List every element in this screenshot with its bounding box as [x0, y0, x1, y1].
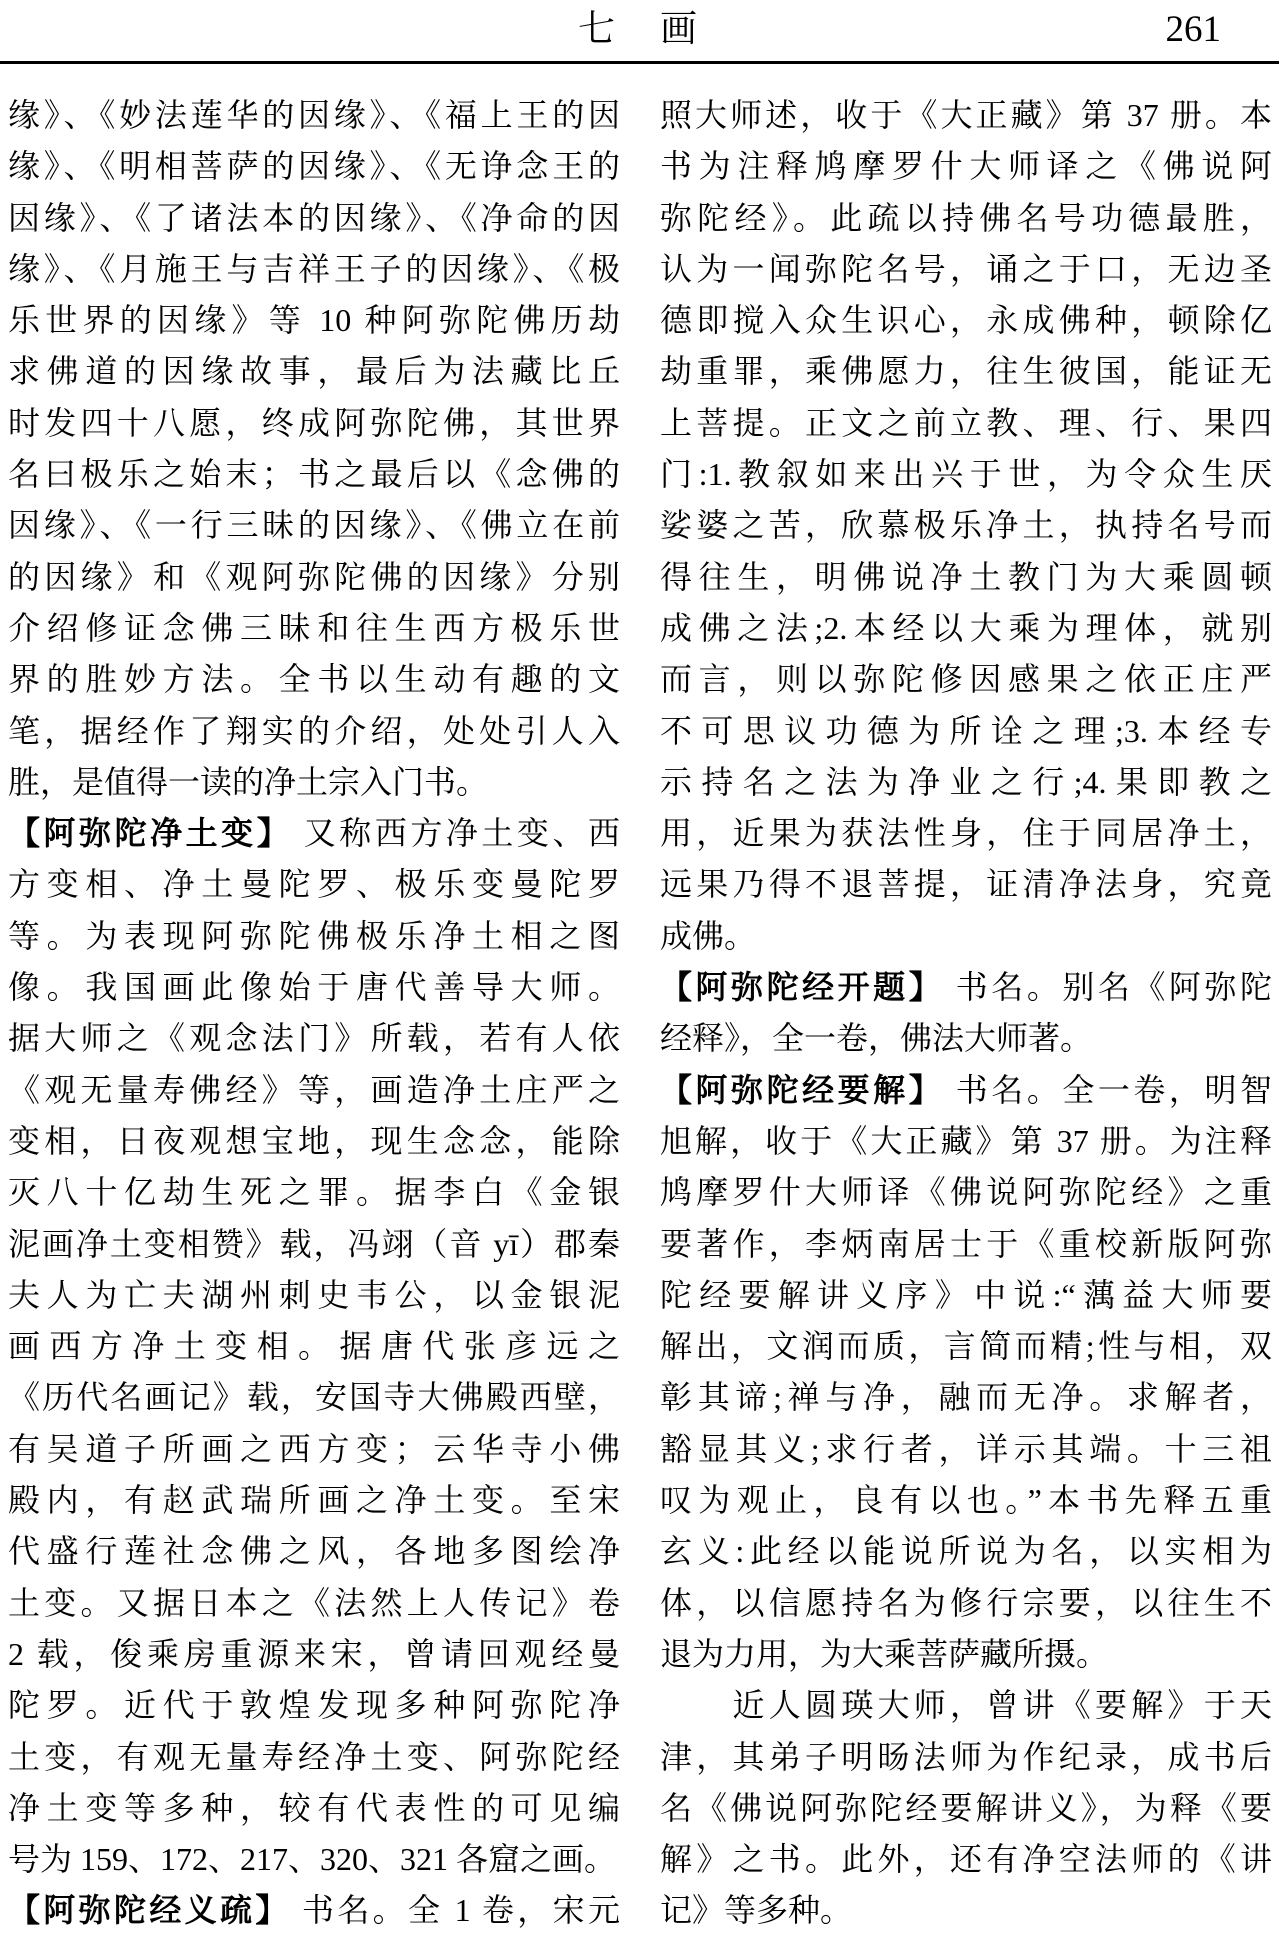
- text-line: 而言，则以弥陀修因感果之依正庄严: [660, 661, 1272, 698]
- text-line: 彰其谛;禅与净，融而无净。求解者，: [660, 1379, 1272, 1416]
- text-line: 弥陀经》。此疏以持佛名号功德最胜，: [660, 199, 1272, 236]
- text-line: 胜，是值得一读的净土宗入门书。: [8, 763, 489, 800]
- text-line: 退为力用，为大乘菩萨藏所摄。: [660, 1635, 1109, 1672]
- text-line: 认为一闻弥陀名号，诵之于口，无边圣: [660, 250, 1272, 287]
- text-line: 远果乃得不退菩提，证清净法身，究竟: [660, 866, 1272, 903]
- text-line: 时发四十八愿，终成阿弥陀佛，其世界: [8, 404, 620, 441]
- text-line: 据大师之《观念法门》所载，若有人依: [8, 1020, 620, 1057]
- text-line: 求佛道的因缘故事，最后为法藏比丘: [8, 353, 620, 390]
- text-line: 画西方净土变相。据唐代张彦远之: [8, 1328, 620, 1365]
- text-line: 示持名之法为净业之行;4.果即教之: [660, 763, 1272, 800]
- text-line: 乐世界的因缘》等 10 种阿弥陀佛历劫: [8, 302, 620, 339]
- text-line: 旭解，收于《大正藏》第 37 册。为注释: [660, 1122, 1272, 1159]
- header-rule: [0, 61, 1279, 64]
- text-line: 津，其弟子明旸法师为作纪录，成书后: [660, 1738, 1272, 1775]
- text-columns: [8, 90, 1272, 1937]
- text-line: 照大师述，收于《大正藏》第 37 册。本: [660, 97, 1272, 133]
- section-title: 七 画: [578, 9, 701, 50]
- text-line: 《观无量寿佛经》等，画造净土庄严之: [8, 1071, 620, 1108]
- text-line: 方变相、净土曼陀罗、极乐变曼陀罗: [8, 866, 620, 903]
- text-line: 等。为表现阿弥陀佛极乐净土相之图: [8, 917, 620, 954]
- text-line: 陀经要解讲义序》中说:“蕅益大师要: [660, 1276, 1272, 1313]
- text-line: 【阿弥陀净土变】 又称西方净土变、西: [8, 815, 620, 852]
- text-line: 鸠摩罗什大师译《佛说阿弥陀经》之重: [660, 1174, 1272, 1211]
- text-line: 解出，文润而质，言简而精;性与相，双: [660, 1328, 1272, 1365]
- text-line: 殿内，有赵武瑞所画之净土变。至宋: [8, 1482, 620, 1519]
- text-line: 玄义:此经以能说所说为名，以实相为: [660, 1533, 1272, 1570]
- text-line: 夫人为亡夫湖州刺史韦公，以金银泥: [8, 1276, 620, 1313]
- text-line: 变相，日夜观想宝地，现生念念，能除: [8, 1122, 620, 1159]
- page-number: 261: [1165, 9, 1221, 50]
- text-line: 的因缘》和《观阿弥陀佛的因缘》分别: [8, 558, 620, 595]
- text-line: 陀罗。近代于敦煌发现多种阿弥陀净: [8, 1687, 620, 1724]
- text-line: 土变。又据日本之《法然上人传记》卷: [8, 1584, 620, 1621]
- entry-headword: 【阿弥陀净土变】: [8, 815, 293, 852]
- text-line: 门:1.教叙如来出兴于世，为令众生厌: [660, 456, 1272, 493]
- text-line: 因缘》、《一行三昧的因缘》、《佛立在前: [8, 507, 620, 544]
- text-line: 代盛行莲社念佛之风，各地多图绘净: [8, 1533, 620, 1570]
- text-line: 净土变等多种，较有代表性的可见编: [8, 1789, 620, 1826]
- text-line: 缘》、《明相菩萨的因缘》、《无诤念王的: [8, 148, 620, 185]
- text-line: 缘》、《月施王与吉祥王子的因缘》、《极: [8, 250, 620, 287]
- text-line: 界的胜妙方法。全书以生动有趣的文: [8, 661, 620, 698]
- text-line: 得往生，明佛说净土教门为大乘圆顿: [660, 558, 1272, 595]
- text-line: 有吴道子所画之西方变；云华寺小佛: [8, 1430, 620, 1467]
- entry-headword: 【阿弥陀经义疏】: [8, 1892, 291, 1929]
- right-column: [660, 90, 1272, 1937]
- text-line: 土变，有观无量寿经净土变、阿弥陀经: [8, 1738, 620, 1775]
- text-line: 号为 159、172、217、320、321 各窟之画。: [8, 1841, 617, 1878]
- text-line: 书为注释鸠摩罗什大师译之《佛说阿: [660, 148, 1272, 185]
- text-line: 体，以信愿持名为修行宗要，以往生不: [660, 1584, 1272, 1621]
- text-line: 因缘》、《了诸法本的因缘》、《净命的因: [8, 199, 620, 236]
- entry-headword: 【阿弥陀经要解】: [660, 1071, 945, 1108]
- text-line: 娑婆之苦，欣慕极乐净土，执持名号而: [660, 507, 1272, 544]
- text-line: 用，近果为获法性身，住于同居净土，: [660, 815, 1272, 852]
- text-line: 要著作，李炳南居士于《重校新版阿弥: [660, 1225, 1272, 1262]
- text-line: 像。我国画此像始于唐代善导大师。: [8, 969, 620, 1006]
- text-line: 【阿弥陀经义疏】 书名。全 1 卷，宋元: [8, 1892, 620, 1929]
- text-line: 成佛之法;2.本经以大乘为理体，就别: [660, 609, 1272, 646]
- text-line: 上菩提。正文之前立教、理、行、果四: [660, 404, 1272, 441]
- text-line: 灭八十亿劫生死之罪。据李白《金银: [8, 1174, 620, 1211]
- text-line: 经释》，全一卷，佛法大师著。: [660, 1020, 1093, 1057]
- text-line: 成佛。: [660, 917, 757, 954]
- text-line: 记》等多种。: [660, 1892, 853, 1929]
- text-line: 《历代名画记》载，安国寺大佛殿西壁，: [8, 1379, 620, 1416]
- text-line: 泥画净土变相赞》载，冯翊（音 yī）郡秦: [8, 1225, 620, 1262]
- text-line: 【阿弥陀经要解】 书名。全一卷，明智: [660, 1071, 1272, 1108]
- text-line: 名曰极乐之始末；书之最后以《念佛的: [8, 456, 620, 493]
- text-line: 【阿弥陀经开题】 书名。别名《阿弥陀: [660, 969, 1272, 1006]
- text-line: 笔，据经作了翔实的介绍，处处引人入: [8, 712, 620, 749]
- text-line: 豁显其义;求行者，详示其端。十三祖: [660, 1430, 1272, 1467]
- left-column: [8, 90, 620, 1937]
- text-line: 缘》、《妙法莲华的因缘》、《福上王的因: [8, 97, 620, 133]
- text-line: 近人圆瑛大师，曾讲《要解》于天: [660, 1687, 1272, 1724]
- text-line: 解》之书。此外，还有净空法师的《讲: [660, 1841, 1272, 1878]
- text-line: 介绍修证念佛三昧和往生西方极乐世: [8, 609, 620, 646]
- text-line: 叹为观止，良有以也。”本书先释五重: [660, 1482, 1272, 1519]
- text-line: 名《佛说阿弥陀经要解讲义》，为释《要: [660, 1789, 1272, 1826]
- text-line: 2 载，俊乘房重源来宋，曾请回观经曼: [8, 1635, 620, 1672]
- text-line: 不可思议功德为所诠之理;3.本经专: [660, 712, 1272, 749]
- entry-headword: 【阿弥陀经开题】: [660, 969, 945, 1006]
- text-line: 德即搅入众生识心，永成佛种，顿除亿: [660, 302, 1272, 339]
- text-line: 劫重罪，乘佛愿力，往生彼国，能证无: [660, 353, 1272, 390]
